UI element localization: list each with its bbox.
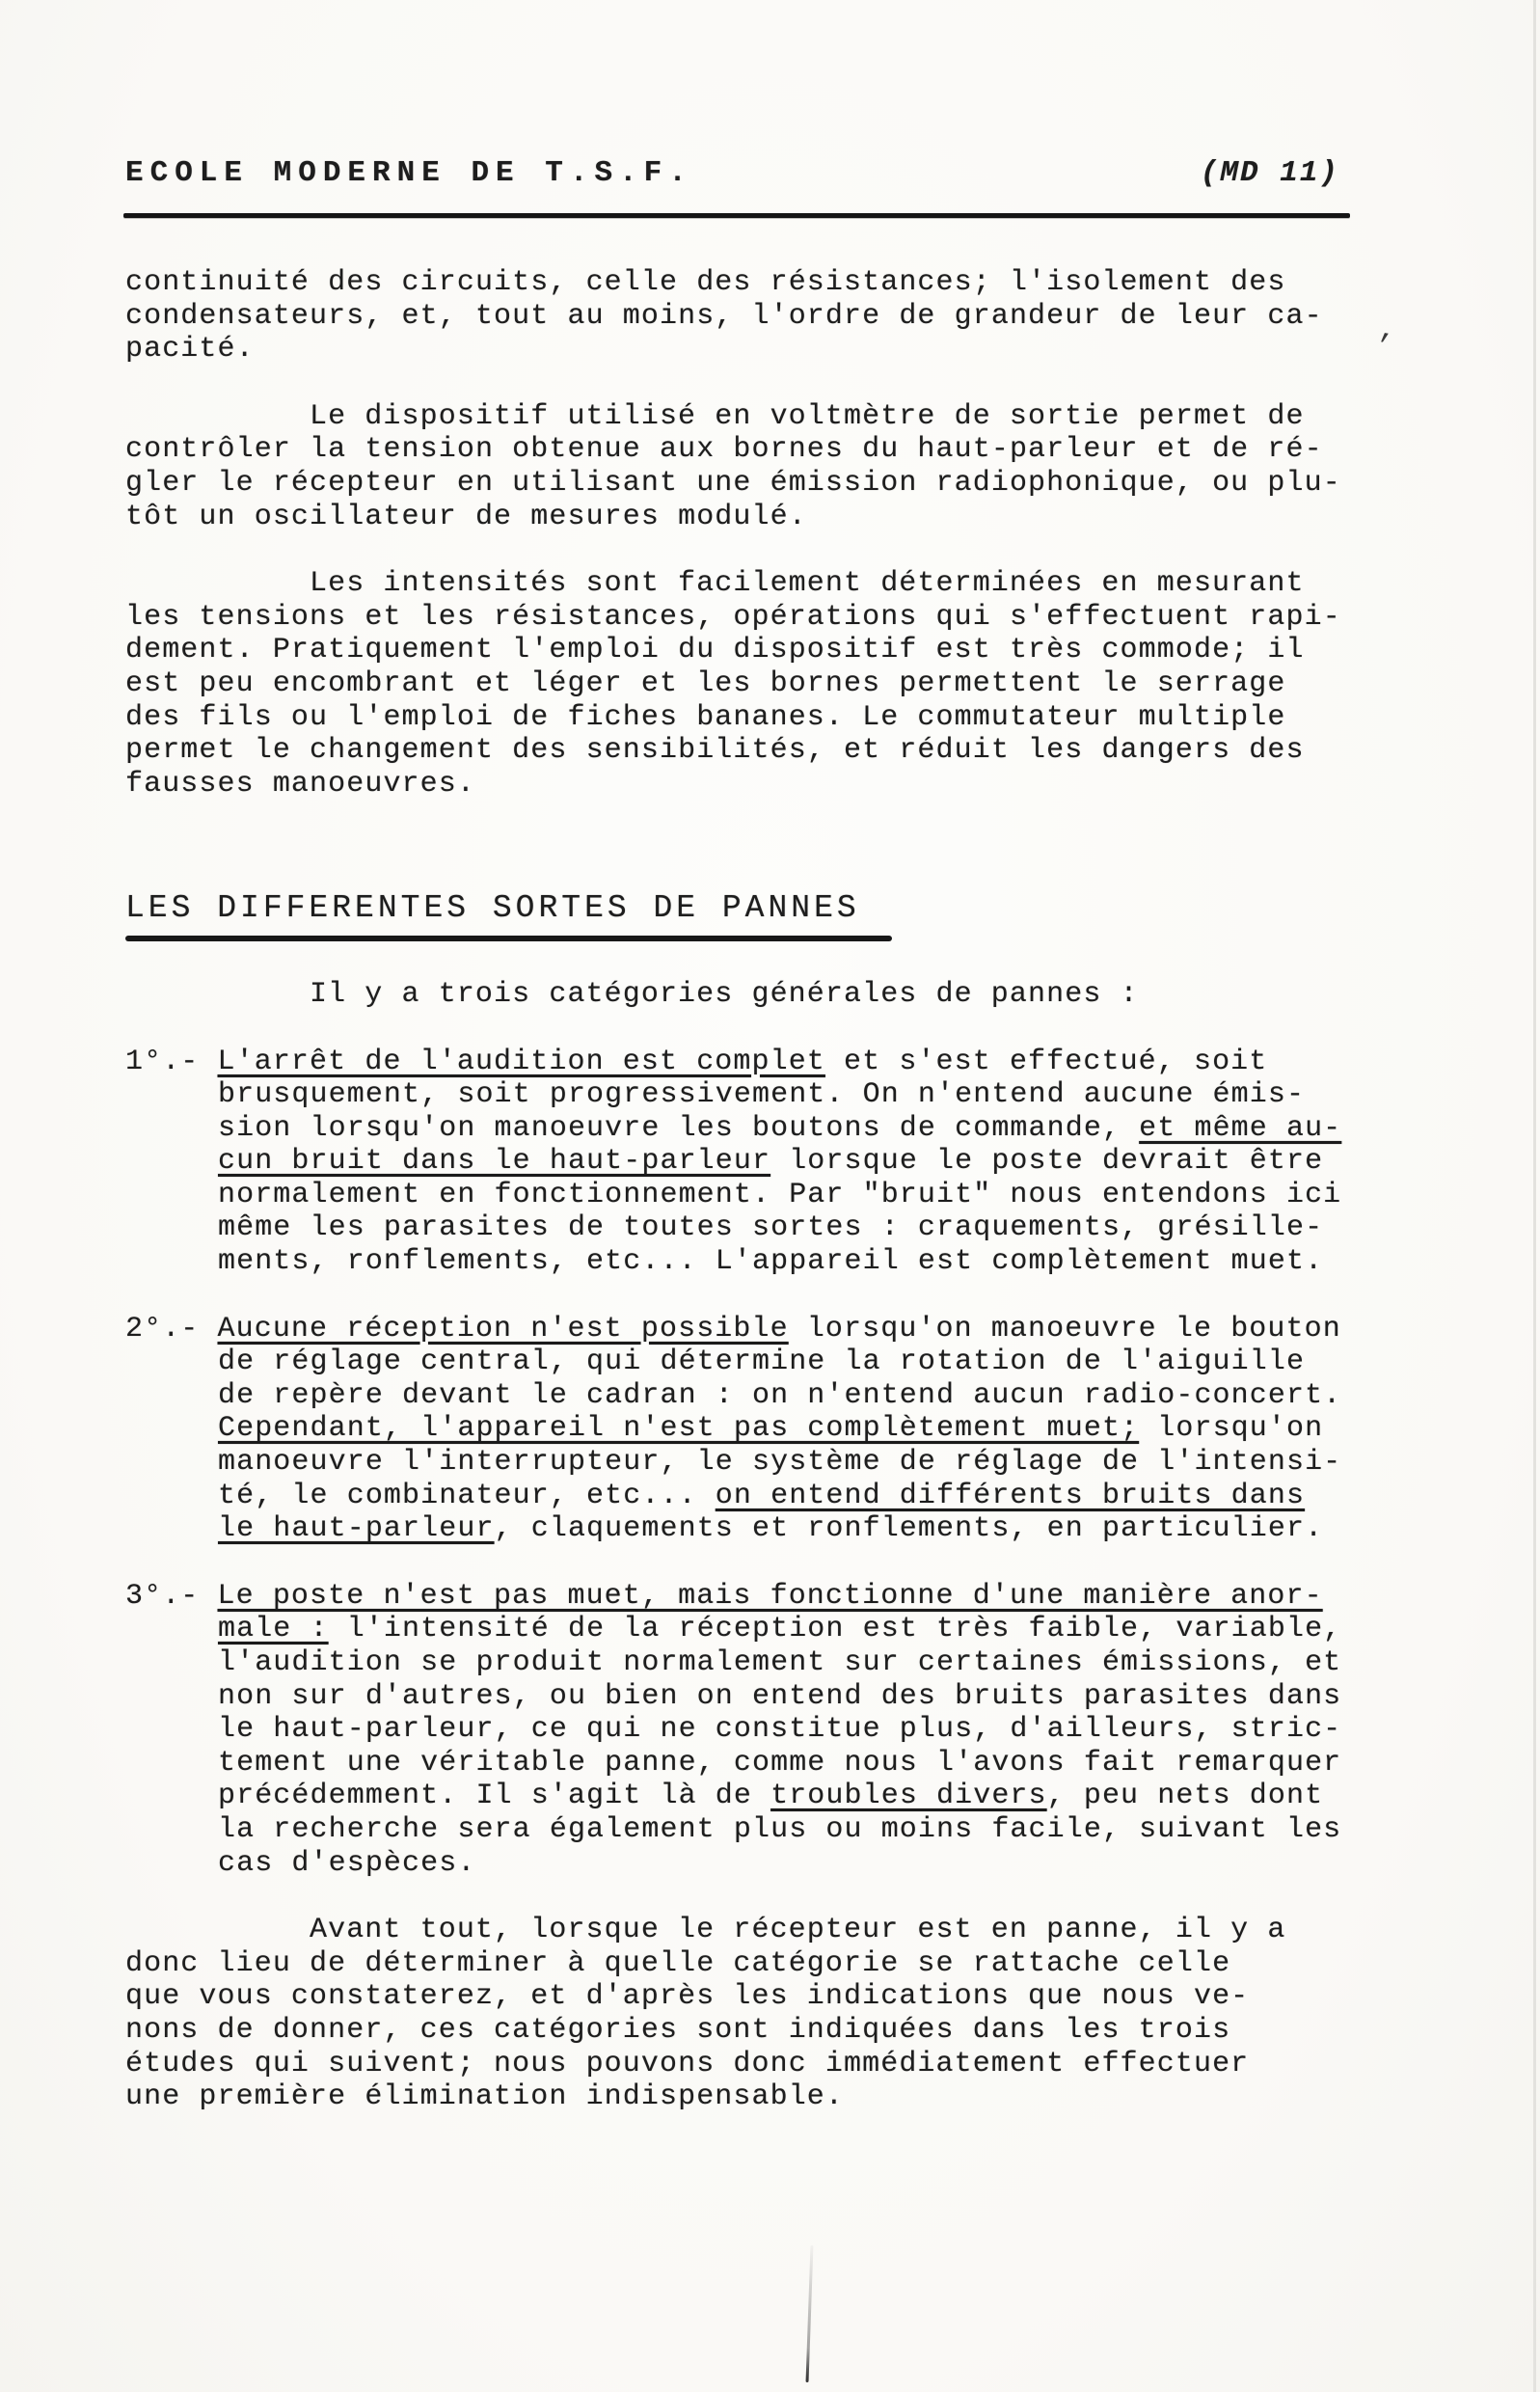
text-segment: donc lieu de déterminer à quelle catégorie se rattache celle [125, 1946, 1231, 1980]
text-segment: Le dispositif utilisé en voltmètre de sortie permet de [310, 399, 1305, 433]
text-line [125, 266, 1540, 300]
text-line [125, 1780, 1540, 1813]
text-line [125, 667, 1540, 701]
text-line [125, 333, 1540, 367]
text-segment: les tensions et les résistances, opérations qui s'effectuent rapi- [125, 600, 1341, 634]
text-line [125, 1747, 1540, 1780]
underlined-text: et même au- [1139, 1111, 1342, 1145]
text-segment: tôt un oscillateur de mesures modulé. [125, 500, 807, 533]
text-line [125, 1313, 1540, 1346]
item-number: 1°.- [125, 1045, 218, 1078]
underlined-text: cun bruit dans le haut-parleur [218, 1145, 771, 1179]
text-line [125, 734, 1540, 768]
scan-edge-shadow [1533, 0, 1536, 2392]
text-line [125, 400, 1540, 434]
text-segment: permet le changement des sensibilités, et réduit les dangers des [125, 734, 1305, 768]
text-line [125, 567, 1540, 601]
text-line [125, 1179, 1540, 1212]
text-line [125, 1346, 1540, 1379]
paragraph [125, 400, 1540, 533]
text-segment: lorsque le poste devrait être [770, 1145, 1324, 1179]
text-segment: lorsqu'on manoeuvre le bouton [788, 1312, 1341, 1346]
text-line [125, 1980, 1540, 2014]
document-title: ECOLE MODERNE DE T.S.F. [125, 156, 693, 190]
text-line [125, 501, 1540, 534]
ink-speck-artifact: , [1376, 313, 1399, 349]
text-line [125, 1145, 1540, 1179]
text-segment: cas d'espèces. [218, 1846, 476, 1880]
text-line [125, 1613, 1540, 1646]
paragraph [125, 567, 1540, 801]
text-segment: , claquements et ronflements, en particulier. [494, 1512, 1324, 1546]
document-reference: (MD 11) [1200, 156, 1339, 190]
item-number: 3°.- [125, 1579, 218, 1613]
text-line [125, 634, 1540, 667]
text-segment: pacité. [125, 333, 255, 367]
text-segment: ments, ronflements, etc... L'appareil est complètement muet. [218, 1245, 1324, 1279]
text-segment: Les intensités sont facilement déterminées en mesurant [310, 567, 1305, 601]
text-segment: condensateurs, et, tout au moins, l'ordre de grandeur de leur ca- [125, 299, 1323, 333]
text-segment: tement une véritable panne, comme nous l'avons fait remarquer [218, 1746, 1342, 1780]
underlined-text: Le poste n'est pas muet, mais fonctionne d'une manière anor- [217, 1579, 1323, 1613]
text-segment: lorsqu'on [1139, 1412, 1324, 1446]
text-line [125, 601, 1540, 635]
underlined-text: L'arrêt de l'audition est complet [217, 1045, 825, 1078]
underlined-text: Aucune réception n'est possible [217, 1312, 789, 1346]
text-segment: fausses manoeuvres. [125, 767, 475, 801]
text-line [125, 1813, 1540, 1847]
text-line [125, 1446, 1540, 1480]
text-segment: continuité des circuits, celle des résistances; l'isolement des [125, 266, 1286, 299]
text-line [125, 1947, 1540, 1981]
underlined-text: on entend différents bruits dans [715, 1479, 1306, 1512]
text-segment: Avant tout, lorsque le récepteur est en panne, il y a [310, 1914, 1286, 1947]
header-rule [123, 213, 1350, 218]
text-line [125, 1480, 1540, 1513]
text-segment: l'audition se produit normalement sur certaines émissions, et [218, 1646, 1342, 1679]
text-segment: une première élimination indispensable. [125, 2080, 845, 2114]
paragraph [125, 1914, 1540, 2114]
paragraph [125, 978, 1540, 1012]
scan-smudge-artifact [806, 2245, 814, 2382]
text-segment: sion lorsqu'on manoeuvre les boutons de commande, [218, 1111, 1140, 1145]
text-segment: , peu nets dont [1046, 1780, 1324, 1813]
text-segment: non sur d'autres, ou bien on entend des bruits parasites dans [218, 1679, 1342, 1713]
text-line [125, 1914, 1540, 1947]
underlined-text: Cependant, l'appareil n'est pas complètement muet; [218, 1412, 1140, 1446]
text-line [125, 1680, 1540, 1714]
numbered-item [125, 1046, 1540, 1279]
text-segment: manoeuvre l'interrupteur, le système de réglage de l'intensi- [218, 1446, 1342, 1480]
section-heading [125, 892, 1540, 941]
text-line [125, 467, 1540, 501]
underlined-text: le haut-parleur [218, 1512, 495, 1546]
text-line [125, 1412, 1540, 1446]
text-line [125, 1847, 1540, 1881]
text-line [125, 433, 1540, 467]
text-line [125, 1580, 1540, 1614]
text-segment: le haut-parleur, ce qui ne constitue plus, d'ailleurs, stric- [218, 1713, 1342, 1747]
text-segment: de réglage central, qui détermine la rotation de l'aiguille [218, 1346, 1306, 1379]
text-segment: normalement en fonctionnement. Par "bruit" nous entendons ici [218, 1178, 1342, 1211]
text-line [125, 1078, 1540, 1112]
text-line [125, 1245, 1540, 1279]
paragraph [125, 266, 1540, 367]
page-header [0, 156, 1540, 190]
document-body [0, 266, 1540, 2114]
numbered-item [125, 1313, 1540, 1546]
text-line [125, 978, 1540, 1012]
underlined-text: troubles divers [770, 1780, 1047, 1813]
text-segment: contrôler la tension obtenue aux bornes du haut-parleur et de ré- [125, 433, 1323, 467]
text-line [125, 701, 1540, 735]
text-segment: brusquement, soit progressivement. On n'entend aucune émis- [218, 1078, 1306, 1112]
text-line [125, 1211, 1540, 1245]
text-line [125, 2080, 1540, 2114]
text-line [125, 1112, 1540, 1146]
text-segment: et s'est effectué, soit [824, 1045, 1268, 1078]
text-line [125, 2014, 1540, 2048]
text-segment: des fils ou l'emploi de fiches bananes. Le commutateur multiple [125, 700, 1286, 734]
text-line [125, 1379, 1540, 1413]
text-segment: la recherche sera également plus ou moins facile, suivant les [218, 1812, 1342, 1846]
text-line [125, 768, 1540, 802]
text-line [125, 1046, 1540, 1079]
numbered-item [125, 1580, 1540, 1880]
text-line [125, 1646, 1540, 1680]
text-segment: nons de donner, ces catégories sont indiquées dans les trois [125, 2013, 1231, 2047]
text-line [125, 1713, 1540, 1747]
section-heading-text: LES DIFFERENTES SORTES DE PANNES [125, 890, 860, 927]
text-segment: té, le combinateur, etc... [218, 1479, 716, 1512]
text-segment: Il y a trois catégories générales de pannes : [310, 977, 1139, 1011]
text-line [125, 300, 1540, 334]
text-segment: études qui suivent; nous pouvons donc immédiatement effectuer [125, 2047, 1250, 2080]
text-segment: l'intensité de la réception est très faible, variable, [328, 1613, 1342, 1646]
section-heading-underline [125, 936, 892, 941]
text-segment: dement. Pratiquement l'emploi du dispositif est très commode; il [125, 634, 1305, 667]
text-segment: gler le récepteur en utilisant une émission radiophonique, ou plu- [125, 466, 1341, 500]
text-segment: est peu encombrant et léger et les bornes permettent le serrage [125, 666, 1286, 700]
text-segment: même les parasites de toutes sortes : craquements, grésille- [218, 1211, 1324, 1245]
item-number: 2°.- [125, 1312, 218, 1346]
underlined-text: male : [218, 1613, 329, 1646]
text-line [125, 2048, 1540, 2081]
text-segment: précédemment. Il s'agit là de [218, 1780, 771, 1813]
text-segment: de repère devant le cadran : on n'entend aucun radio-concert. [218, 1378, 1342, 1412]
text-segment: que vous constaterez, et d'après les indications que nous ve- [125, 1980, 1250, 2014]
text-line [125, 1512, 1540, 1546]
